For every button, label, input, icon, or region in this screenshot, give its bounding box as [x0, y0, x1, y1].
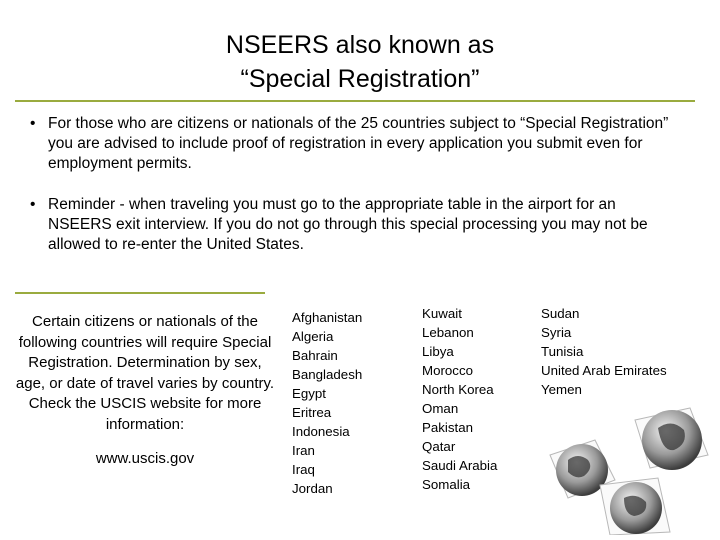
- country-name: Sudan: [541, 306, 580, 321]
- country-name: Bahrain: [292, 348, 338, 363]
- country-name: Iraq: [292, 462, 315, 477]
- country-name: Saudi Arabia: [422, 458, 498, 473]
- note-text: Certain citizens or nationals of the following countries will require Special Registration. Determination by sex, age, or date of travel varies by country. Check the USCIS website for more information:: [15, 313, 275, 433]
- country-name: Yemen: [541, 382, 582, 397]
- country-name: Lebanon: [422, 325, 474, 340]
- slide-title: [80, 28, 640, 96]
- globe-cube-bottom: [600, 478, 670, 535]
- country-name: North Korea: [422, 382, 494, 397]
- bullet-marker: •: [30, 196, 36, 213]
- country-column-2: [422, 304, 497, 494]
- country-name: Syria: [541, 325, 572, 340]
- bullet-list: [30, 114, 670, 276]
- country-name: Kuwait: [422, 306, 462, 321]
- bullet-text: Reminder - when traveling you must go to the appropriate table in the airport for an NSEERS exit interview. If you do not go through this special processing you may not be allowed to re-enter the United States.: [48, 196, 648, 253]
- country-name: Somalia: [422, 477, 471, 492]
- country-name: Bangladesh: [292, 367, 363, 382]
- country-name: Algeria: [292, 329, 334, 344]
- uscis-link[interactable]: www.uscis.gov: [95, 450, 195, 467]
- bullet-item: [30, 195, 670, 255]
- bullet-text: For those who are citizens or nationals of the 25 countries subject to “Special Registration” you are advised to include proof of registration in every application you submit even for employment permits.: [48, 115, 669, 172]
- country-column-3: [541, 304, 667, 399]
- country-name: United Arab Emirates: [541, 363, 667, 378]
- country-name: Pakistan: [422, 420, 473, 435]
- bullet-marker: •: [30, 115, 36, 132]
- country-name: Morocco: [422, 363, 473, 378]
- country-name: Tunisia: [541, 344, 584, 359]
- country-name: Afghanistan: [292, 310, 363, 325]
- registration-note: [12, 312, 278, 470]
- country-name: Eritrea: [292, 405, 332, 420]
- globe-cube-right: [635, 408, 708, 470]
- title-divider: [15, 100, 695, 102]
- country-column-1: [292, 308, 362, 498]
- country-name: Jordan: [292, 481, 333, 496]
- country-name: Qatar: [422, 439, 456, 454]
- title-line-2: “Special Registration”: [240, 65, 480, 93]
- country-name: Oman: [422, 401, 459, 416]
- title-line-1: NSEERS also known as: [225, 31, 495, 59]
- note-divider: [15, 292, 265, 294]
- globe-cubes-icon: [540, 400, 715, 535]
- bullet-item: [30, 114, 670, 174]
- country-name: Indonesia: [292, 424, 350, 439]
- country-name: Libya: [422, 344, 454, 359]
- country-name: Iran: [292, 443, 315, 458]
- country-name: Egypt: [292, 386, 327, 401]
